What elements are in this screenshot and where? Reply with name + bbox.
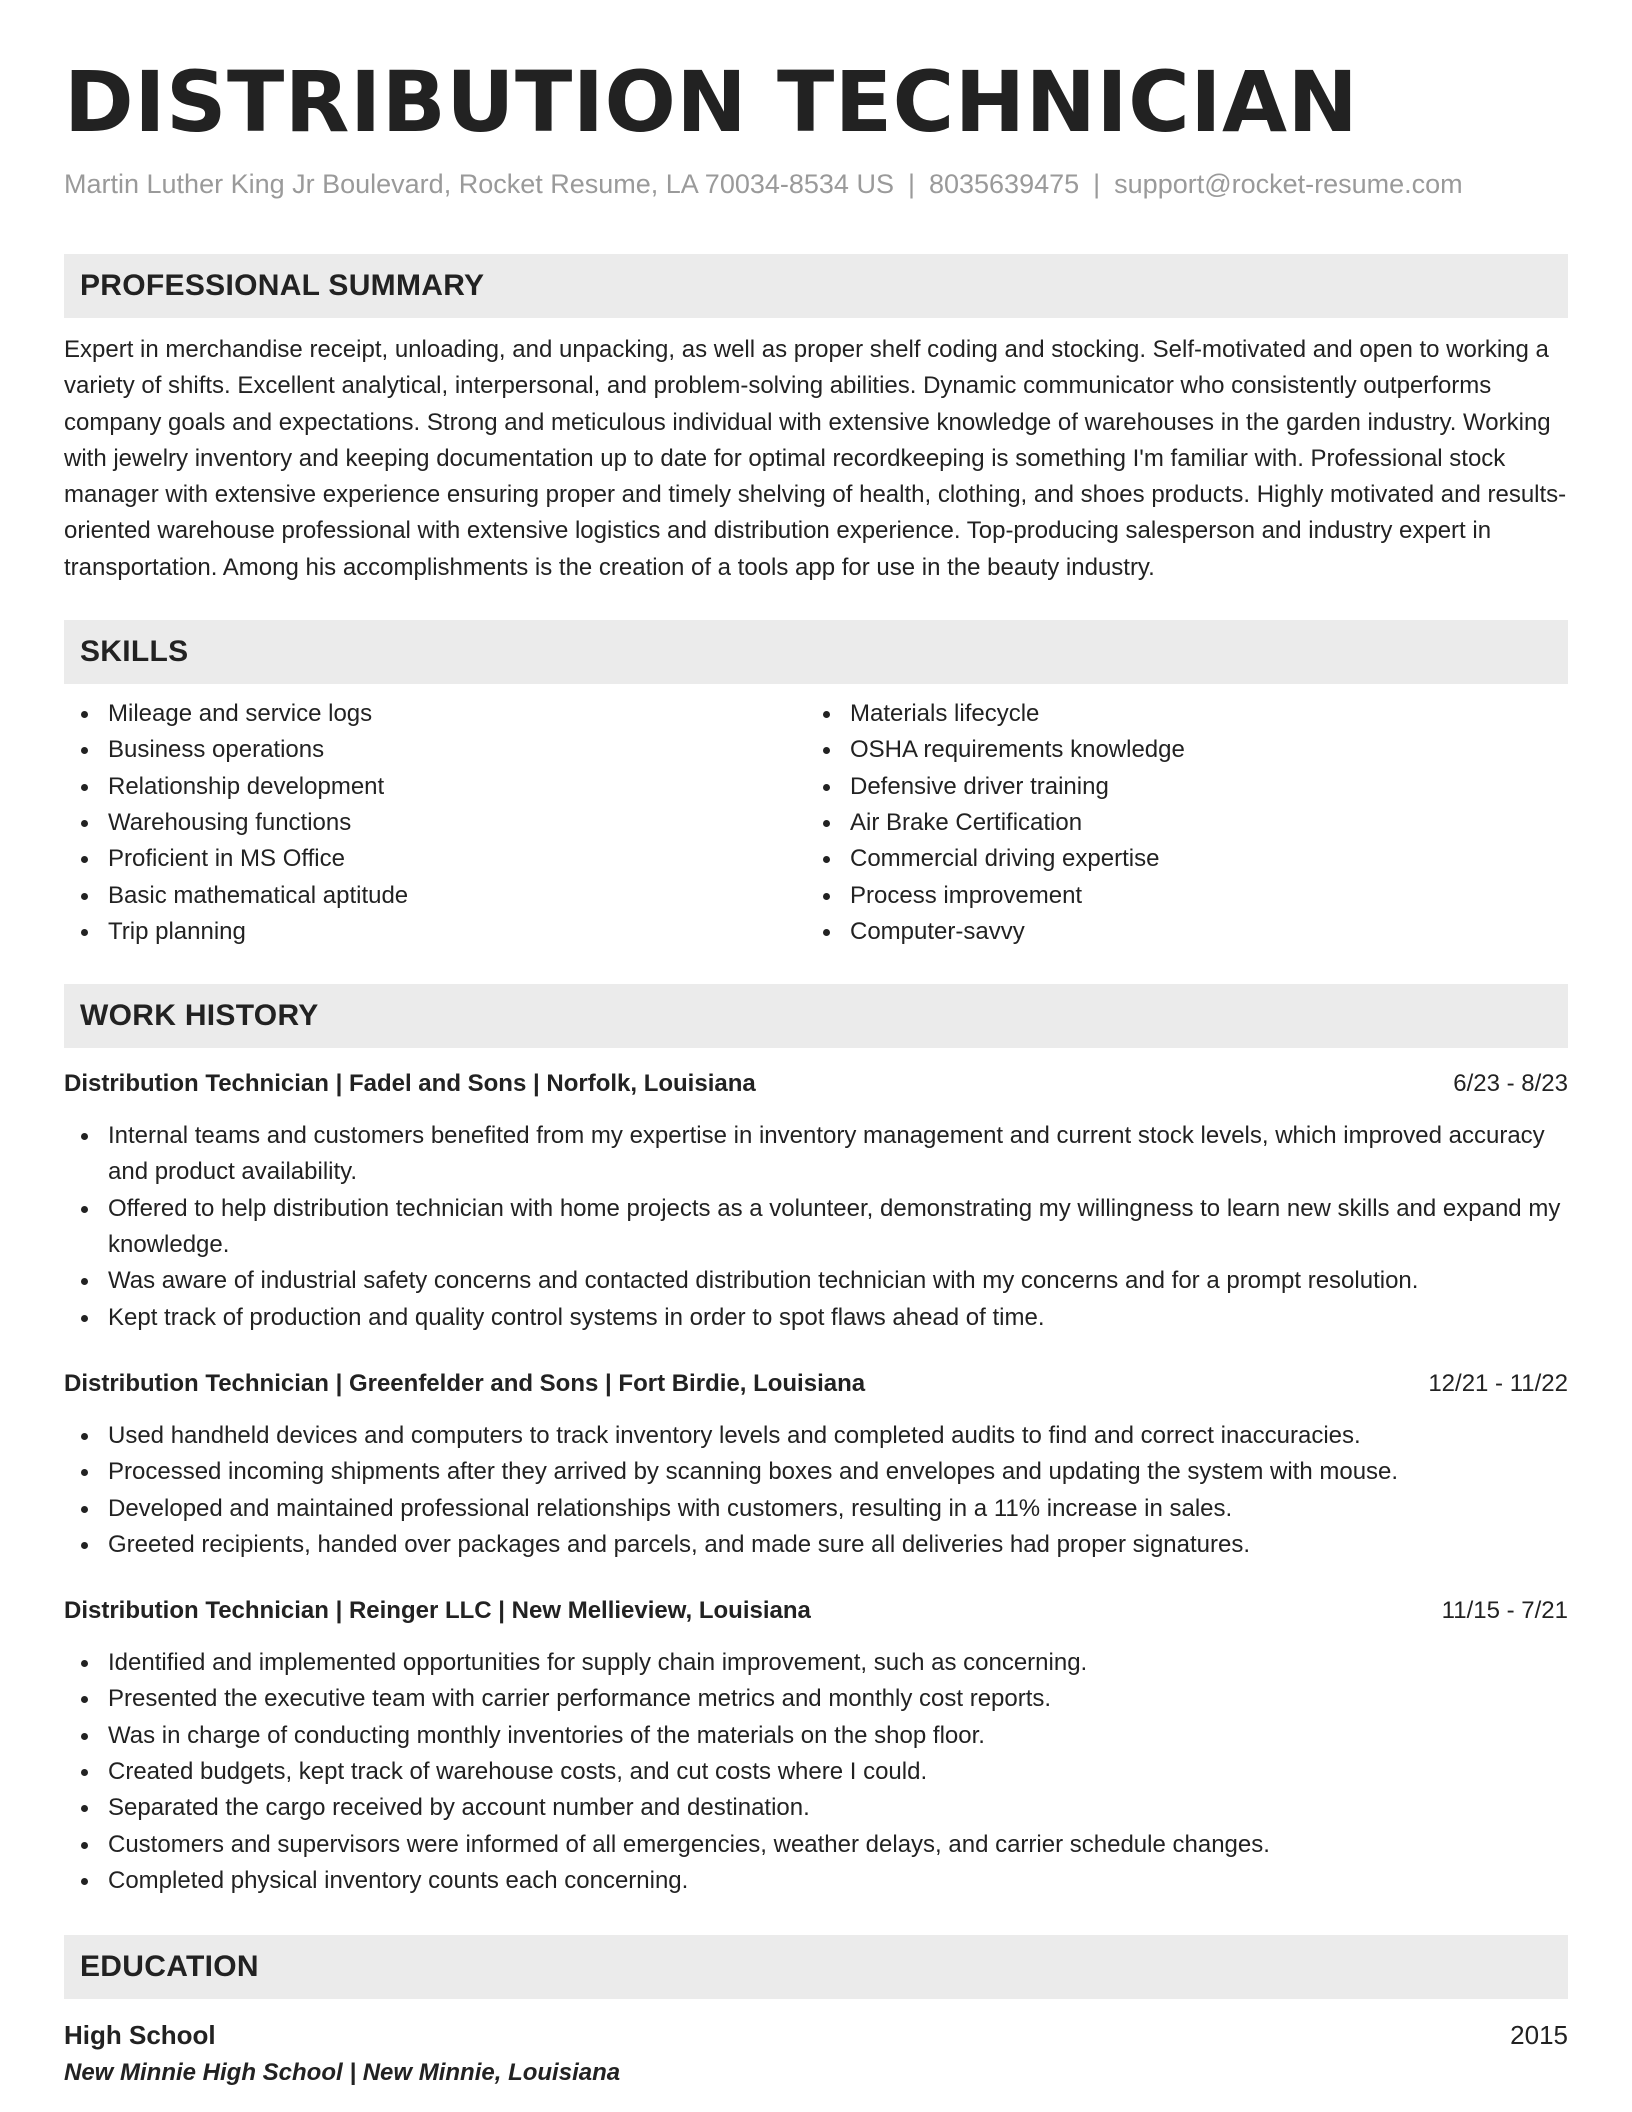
job-bullet: Presented the executive team with carrier performance metrics and monthly cost reports. [64,1681,1568,1717]
job-bullets [64,1118,1568,1336]
contact-phone: 8035639475 [928,169,1080,199]
job-bullet: Offered to help distribution technician with home projects as a volunteer, demonstrating my willingness to learn new skills and expand my knowledge. [64,1191,1568,1264]
job-entry [64,1066,1568,1336]
work-history-header: WORK HISTORY [64,984,1568,1048]
job-bullet: Was aware of industrial safety concerns and contacted distribution technician with my concerns and for a prompt resolution. [64,1263,1568,1299]
skills-column-left [64,696,806,950]
work-history-section [64,984,1568,1899]
resume-name: DISTRIBUTION TECHNICIAN [64,53,1359,151]
job-dates: 11/15 - 7/21 [1441,1597,1568,1625]
education-heading-row [64,2017,1568,2053]
skills-section [64,620,1568,950]
job-bullet: Completed physical inventory counts each concerning. [64,1863,1568,1899]
job-bullet: Customers and supervisors were informed of all emergencies, weather delays, and carrier schedule changes. [64,1827,1568,1863]
education-year: 2015 [1510,2020,1568,2051]
job-bullet: Separated the cargo received by account number and destination. [64,1790,1568,1826]
skill-item: Basic mathematical aptitude [64,878,806,914]
summary-header: PROFESSIONAL SUMMARY [64,254,1568,318]
contact-separator: | [907,169,915,199]
skill-item: Warehousing functions [64,805,806,841]
job-heading: Distribution Technician | Fadel and Sons | Norfolk, Louisiana [64,1070,756,1098]
skill-item: Defensive driver training [806,769,1548,805]
education-school: New Minnie High School | New Minnie, Louisiana [64,2059,621,2087]
skill-item: Business operations [64,732,806,768]
contact-email: support@rocket-resume.com [1114,169,1463,199]
skills-grid [64,696,1568,950]
job-bullet: Created budgets, kept track of warehouse costs, and cut costs where I could. [64,1754,1568,1790]
job-heading: Distribution Technician | Reinger LLC | New Mellieview, Louisiana [64,1597,811,1625]
skill-item: Commercial driving expertise [806,841,1548,877]
skill-item: Relationship development [64,769,806,805]
job-bullets [64,1645,1568,1899]
skill-item: Trip planning [64,914,806,950]
job-heading-row [64,1593,1568,1629]
job-heading: Distribution Technician | Greenfelder and Sons | Fort Birdie, Louisiana [64,1369,866,1397]
job-bullet: Identified and implemented opportunities for supply chain improvement, such as concerning. [64,1645,1568,1681]
job-bullet: Internal teams and customers benefited from my expertise in inventory management and current stock levels, which improved accuracy and product availability. [64,1118,1568,1191]
contact-address: Martin Luther King Jr Boulevard, Rocket Resume, LA 70034-8534 US [64,169,894,199]
skill-item: Mileage and service logs [64,696,806,732]
job-bullet: Developed and maintained professional relationships with customers, resulting in a 11% increase in sales. [64,1491,1568,1527]
education-degree: High School [64,2020,216,2051]
contact-separator: | [1093,169,1101,199]
job-bullet: Kept track of production and quality control systems in order to spot flaws ahead of time. [64,1300,1568,1336]
skills-column-right [806,696,1548,950]
job-entry [64,1366,1568,1563]
job-dates: 12/21 - 11/22 [1428,1369,1568,1397]
skill-item: Computer-savvy [806,914,1548,950]
job-entry [64,1593,1568,1899]
job-bullet: Used handheld devices and computers to track inventory levels and completed audits to find and correct inaccuracies. [64,1418,1568,1454]
education-section [64,1935,1568,2091]
skill-item: Process improvement [806,878,1548,914]
summary-section [64,254,1568,586]
job-dates: 6/23 - 8/23 [1453,1070,1568,1098]
summary-text: Expert in merchandise receipt, unloading, and unpacking, as well as proper shelf coding and stocking. Self-motivated and open to working a variety of shifts. Excellent analytical, interpersonal, and problem-solving abilities. Dynamic communicator who consistently outperforms company goals and expectations. Strong and meticulous individual with extensive knowledge of warehouses in the garden industry. Working with jewelry inventory and keeping documentation up to date for optimal recordkeeping is something I'm familiar with. Professional stock manager with extensive experience ensuring proper and timely shelving of health, clothing, and shoes products. Highly motivated and results-oriented warehouse professional with extensive logistics and distribution experience. Top-producing salesperson and industry expert in transportation. Among his accomplishments is the creation of a tools app for use in the beauty industry. [64,336,1567,581]
skills-header: SKILLS [64,620,1568,684]
job-bullet: Greeted recipients, handed over packages and parcels, and made sure all deliveries had proper signatures. [64,1527,1568,1563]
job-bullet: Processed incoming shipments after they arrived by scanning boxes and envelopes and updating the system with mouse. [64,1454,1568,1490]
job-bullet: Was in charge of conducting monthly inventories of the materials on the shop floor. [64,1718,1568,1754]
job-bullets [64,1418,1568,1563]
skill-item: Materials lifecycle [806,696,1548,732]
skill-item: OSHA requirements knowledge [806,732,1548,768]
job-heading-row [64,1066,1568,1102]
job-heading-row [64,1366,1568,1402]
contact-line [64,166,1568,202]
education-header: EDUCATION [64,1935,1568,1999]
skill-item: Air Brake Certification [806,805,1548,841]
skill-item: Proficient in MS Office [64,841,806,877]
